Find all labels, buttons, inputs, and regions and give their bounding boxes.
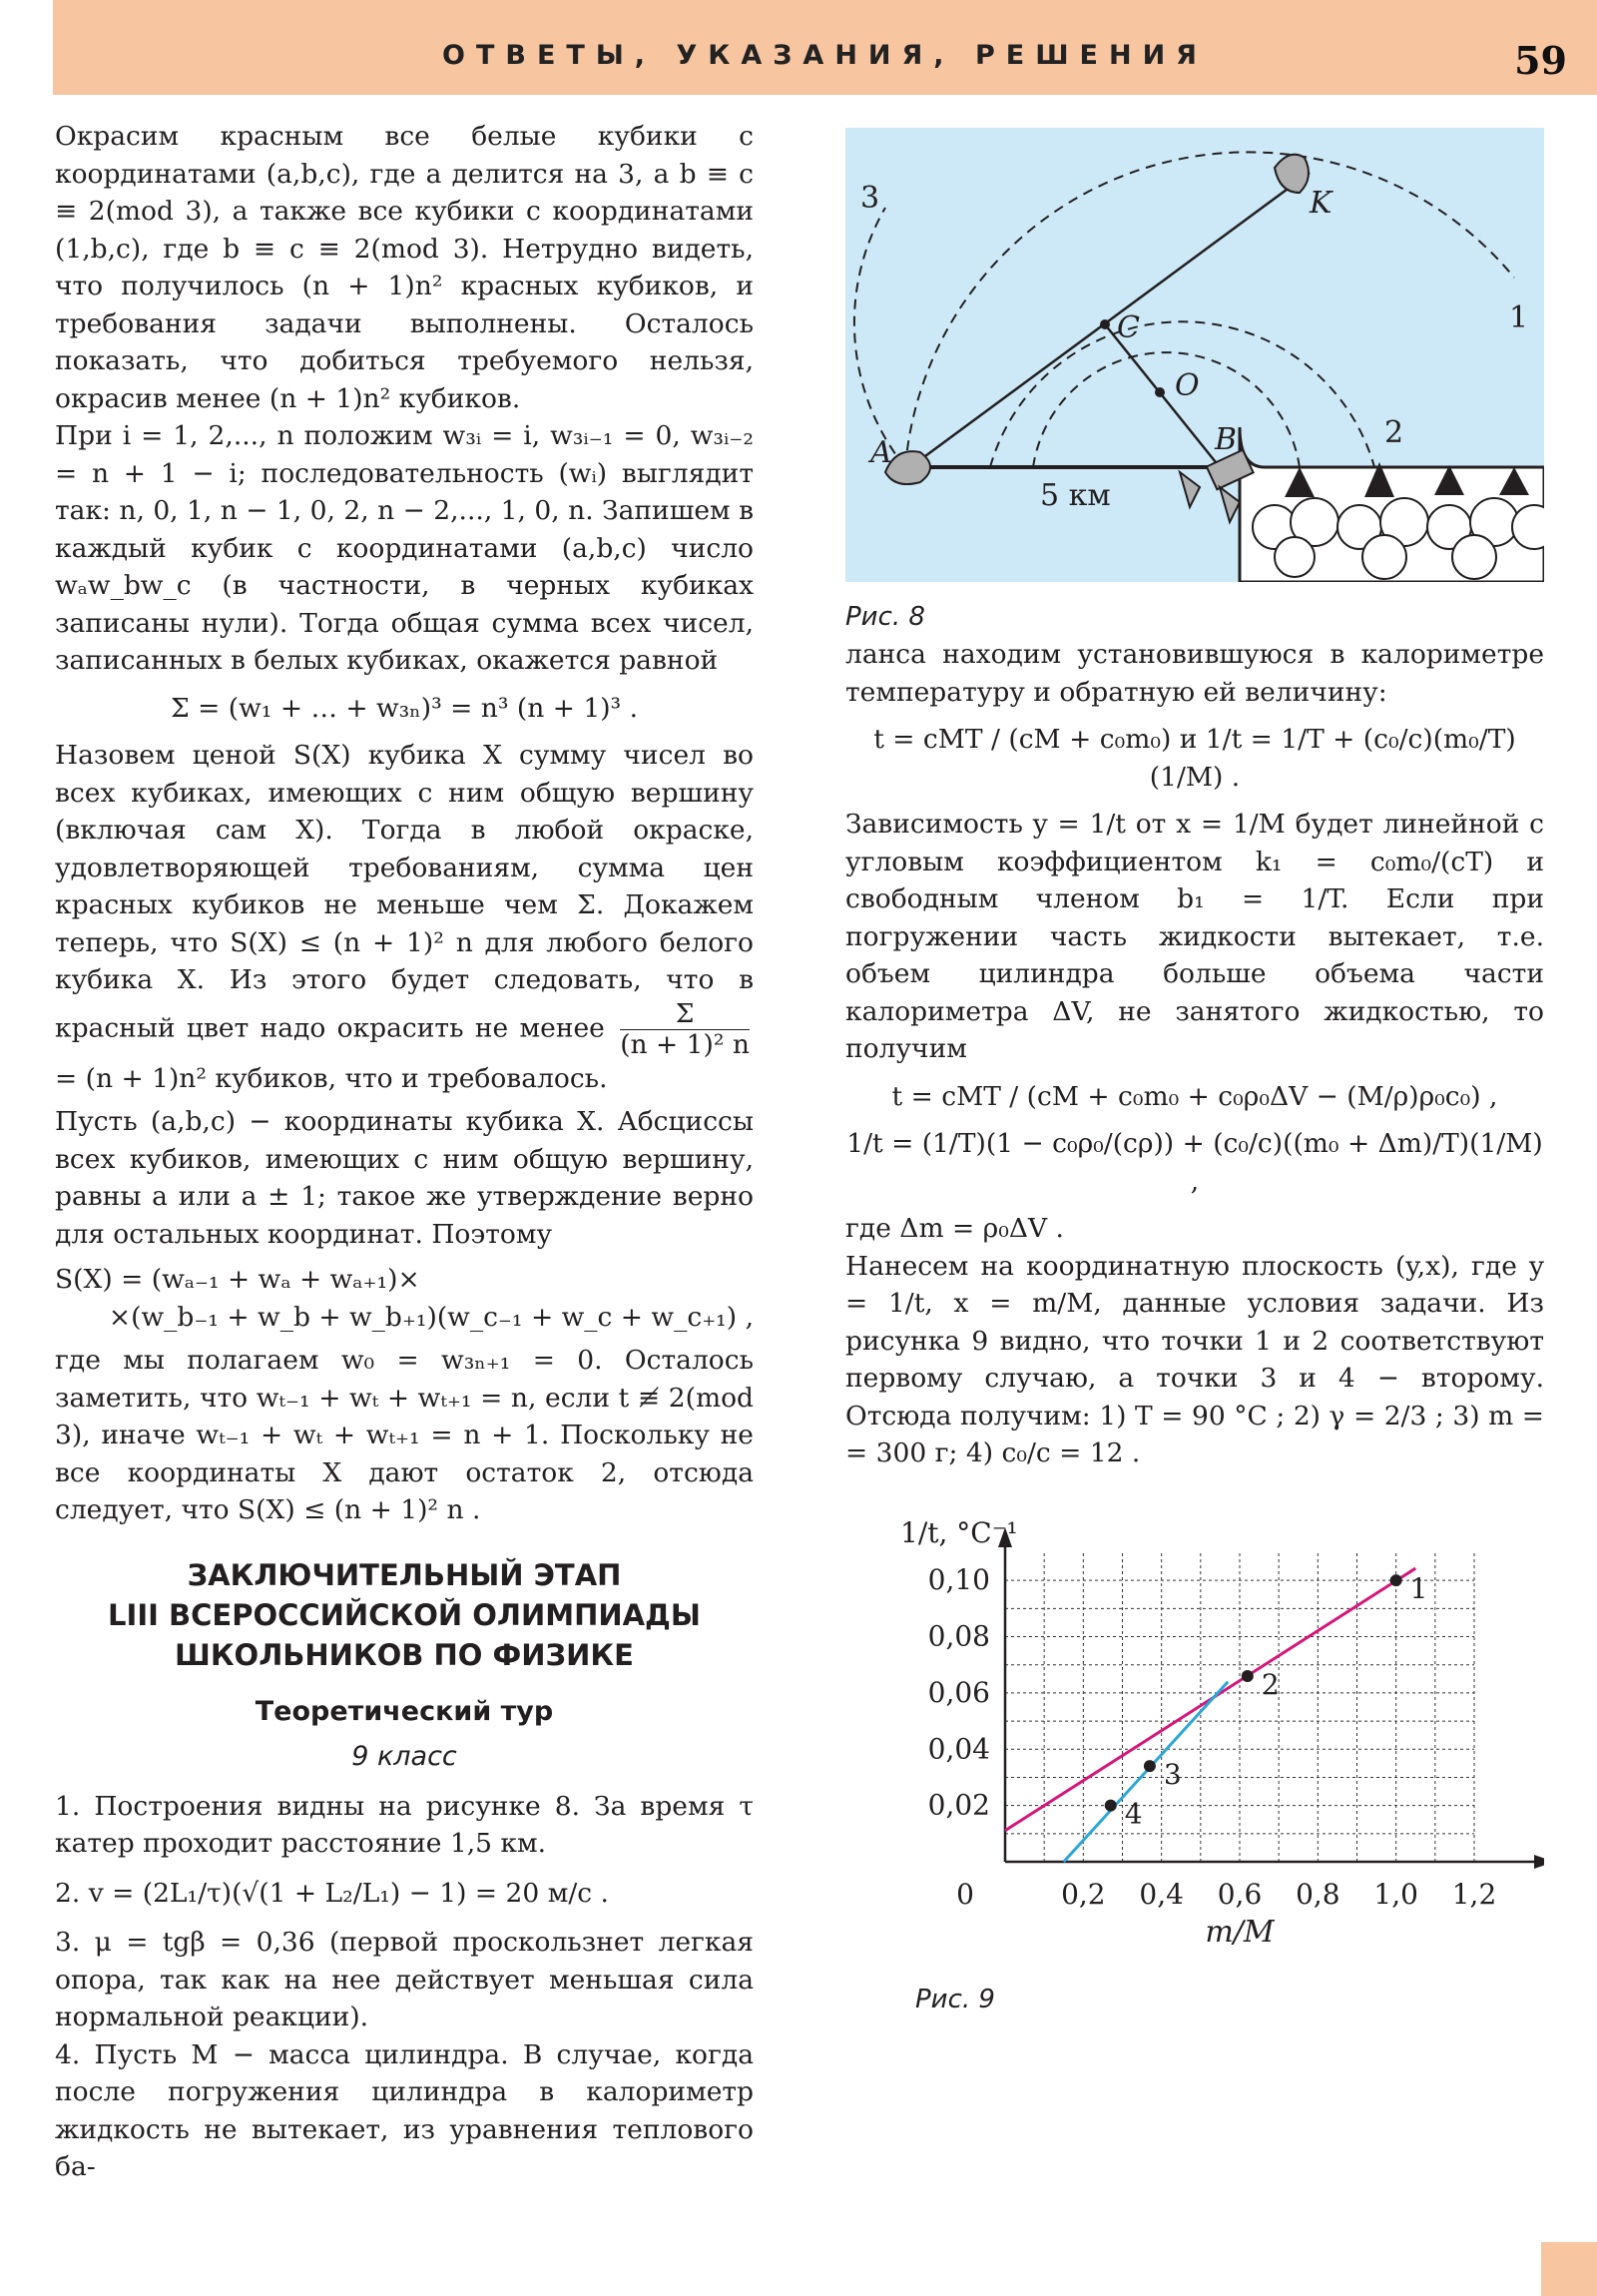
answer-1: 1. Построения видны на рисунке 8. За время τ катер проходит расстояние 1,5 км. [55, 1790, 754, 1859]
paragraph: где мы полагаем w₀ = w₃ₙ₊₁ = 0. Осталось заметить, что wₜ₋₁ + wₜ + wₜ₊₁ = n, если t ≢ 2(mod 3), иначе wₜ₋₁ + wₜ + wₜ₊₁ = n + 1. Поскольку не все координаты X дают остаток 2, отсюда следует, что S(X) ≤ (n + 1)² n . [55, 1345, 754, 1525]
paragraph: Окрасим красным все белые кубики с координатами (a,b,c), где a делится на 3, а b ≡ c ≡ 2(mod 3), а также все кубики с координатами (1,b,c), где b ≡ c ≡ 2(mod 3). Нетрудно видеть, что получилось (n + 1)n² красных кубиков, и требования задачи выполнены. Осталось показать, что добиться требуемого нельзя, окрасив менее (n + 1)n² кубиков. [55, 121, 754, 414]
y-tick-label: 0,04 [927, 1731, 990, 1765]
data-point [1390, 1574, 1402, 1586]
subsection-title: Теоретический тур [255, 1695, 554, 1727]
x-tick-label: 0,8 [1296, 1877, 1340, 1911]
label-C: C [1117, 310, 1140, 345]
x-tick-label: 1,2 [1451, 1877, 1497, 1911]
x-tick-label: 0 [956, 1877, 974, 1911]
point-label: 1 [1409, 1571, 1428, 1605]
paragraph: ланса находим установившуюся в калориметре температуру и обратную ей величину: [845, 639, 1544, 708]
corner-tab [1541, 2242, 1597, 2296]
label-A: A [870, 435, 892, 470]
data-point [1105, 1799, 1117, 1811]
x-axis-arrow [1534, 1855, 1544, 1869]
x-tick-label: 0,4 [1139, 1877, 1184, 1911]
section-title-line: ШКОЛЬНИКОВ ПО ФИЗИКЕ [175, 1637, 634, 1672]
x-tick-label: 1,0 [1373, 1877, 1418, 1911]
figure-9-chart [845, 1502, 1544, 1972]
figure-8 [845, 128, 1544, 582]
point-label: 2 [1261, 1667, 1280, 1701]
grade-title: 9 класс [351, 1741, 457, 1772]
header-title: ОТВЕТЫ, УКАЗАНИЯ, РЕШЕНИЯ [442, 40, 1208, 71]
x-tick-label: 0,6 [1217, 1877, 1263, 1911]
paragraph: Пусть (a,b,c) − координаты кубика X. Абсциссы всех кубиков, имеющих с ним общую вершину, равны a или a ± 1; такое же утверждение верно для остальных координат. Поэтому [55, 1106, 754, 1250]
formula: S(X) = (wₐ₋₁ + wₐ + wₐ₊₁)× [55, 1264, 420, 1295]
y-tick-label: 0,10 [927, 1562, 990, 1596]
paragraph: При i = 1, 2,..., n положим w₃ᵢ = i, w₃ᵢ₋₁ = 0, w₃ᵢ₋₂ = n + 1 − i; последовательность (wᵢ) выглядит так: n, 0, 1, n − 1, 0, 2, n − 2,..., 1, 0, n. Запишем в каждый кубик с координатами (a,b,c) число wₐw_bw_c (в частности, в черных кубиках записаны нули). Тогда общая сумма всех чисел, записанных в белых кубиках, окажется равной [55, 420, 754, 676]
label-1: 1 [1509, 300, 1529, 335]
page-header [53, 0, 1597, 95]
section-title [55, 1555, 754, 1675]
fraction-numerator: Σ [620, 999, 750, 1030]
point-label: 3 [1163, 1757, 1182, 1791]
series-line [1064, 1681, 1229, 1861]
figure-8-caption: Рис. 8 [845, 601, 925, 632]
point-label: 4 [1124, 1797, 1143, 1831]
label-2: 2 [1384, 415, 1404, 450]
paragraph: Зависимость y = 1/t от x = 1/M будет линейной с угловым коэффициентом k₁ = c₀m₀/(cT) и свободным членом b₁ = 1/T. Если при погружении часть жидкости вытекает, т.е. объем цилиндра больше объема части калориметра ΔV, не занятого жидкостью, то получим [845, 809, 1544, 1064]
y-axis-label: 1/t, °C⁻¹ [900, 1515, 1018, 1549]
data-point [1242, 1670, 1254, 1682]
left-column [55, 118, 754, 2186]
data-point [1144, 1760, 1156, 1772]
formula: Σ = (w₁ + … + w₃ₙ)³ = n³ (n + 1)³ . [170, 692, 639, 724]
paragraph-text: = (n + 1)n² кубиков, что и требовалось. [55, 1062, 608, 1094]
answer-3: 3. μ = tgβ = 0,36 (первой проскользнет легкая опора, так как на нее действует меньшая сила нормальной реакции). [55, 1927, 754, 2032]
right-column [845, 118, 1544, 2019]
distance-label: 5 км [1040, 478, 1111, 513]
y-tick-label: 0,02 [927, 1788, 990, 1822]
formula: ×(w_b₋₁ + w_b + w_b₊₁)(w_c₋₁ + w_c + w_c₊₁) , [108, 1301, 754, 1333]
x-tick-label: 0,2 [1061, 1877, 1106, 1911]
paragraph [55, 737, 754, 1097]
figure-9-caption: Рис. 9 [915, 1985, 995, 2014]
fraction [620, 999, 750, 1060]
answer-2: 2. v = (2L₁/τ)(√(1 + L₂/L₁) − 1) = 20 м/с . [55, 1877, 609, 1909]
y-tick-label: 0,06 [927, 1675, 990, 1709]
x-axis-label: m/M [1205, 1914, 1275, 1950]
label-O: O [1175, 368, 1200, 403]
y-tick-label: 0,08 [927, 1619, 990, 1653]
formula: t = cMT / (cM + c₀m₀) и 1/t = 1/T + (c₀/c)(m₀/T)(1/M) . [873, 724, 1516, 793]
label-3: 3 [860, 181, 880, 216]
formula: t = cMT / (cM + c₀m₀ + c₀ρ₀ΔV − (M/ρ)ρ₀c₀) , [891, 1080, 1498, 1112]
section-title-line: LIII ВСЕРОССИЙСКОЙ ОЛИМПИАДЫ [108, 1597, 701, 1632]
page-number: 59 [1514, 38, 1567, 83]
formula: 1/t = (1/T)(1 − c₀ρ₀/(cρ)) + (c₀/c)((m₀ + Δm)/T)(1/M) , [846, 1128, 1543, 1197]
fraction-denominator: (n + 1)² n [620, 1028, 750, 1060]
section-title-line: ЗАКЛЮЧИТЕЛЬНЫЙ ЭТАП [187, 1557, 622, 1592]
paragraph: Нанесем на координатную плоскость (y,x), где y = 1/t, x = m/M, данные условия задачи. Из рисунка 9 видно, что точки 1 и 2 соответствуют первому случаю, а точки 3 и 4 − второму. Отсюда получим: 1) T = 90 °C ; 2) γ = 2/3 ; 3) m = = 300 г; 4) c₀/c = 12 . [845, 1250, 1544, 1468]
answer-4: 4. Пусть M − масса цилиндра. В случае, когда после погружения цилиндра в калориметр жидкость не вытекает, из уравнения теплового ба- [55, 2038, 754, 2182]
paragraph: где Δm = ρ₀ΔV . [845, 1213, 1064, 1244]
paragraph-text: Назовем ценой S(X) кубика X сумму чисел во всех кубиках, имеющих с ним общую вершину (включая сам X). Тогда в любой окраске, удовлетворяющей требованиям, сумма цен красных кубиков не меньше чем Σ. Докажем теперь, что S(X) ≤ (n + 1)² n для любого белого кубика X. Из этого будет следовать, что в красный цвет надо окрасить не менее [55, 740, 754, 1043]
label-K: K [1310, 186, 1332, 221]
label-B: B [1215, 422, 1238, 457]
